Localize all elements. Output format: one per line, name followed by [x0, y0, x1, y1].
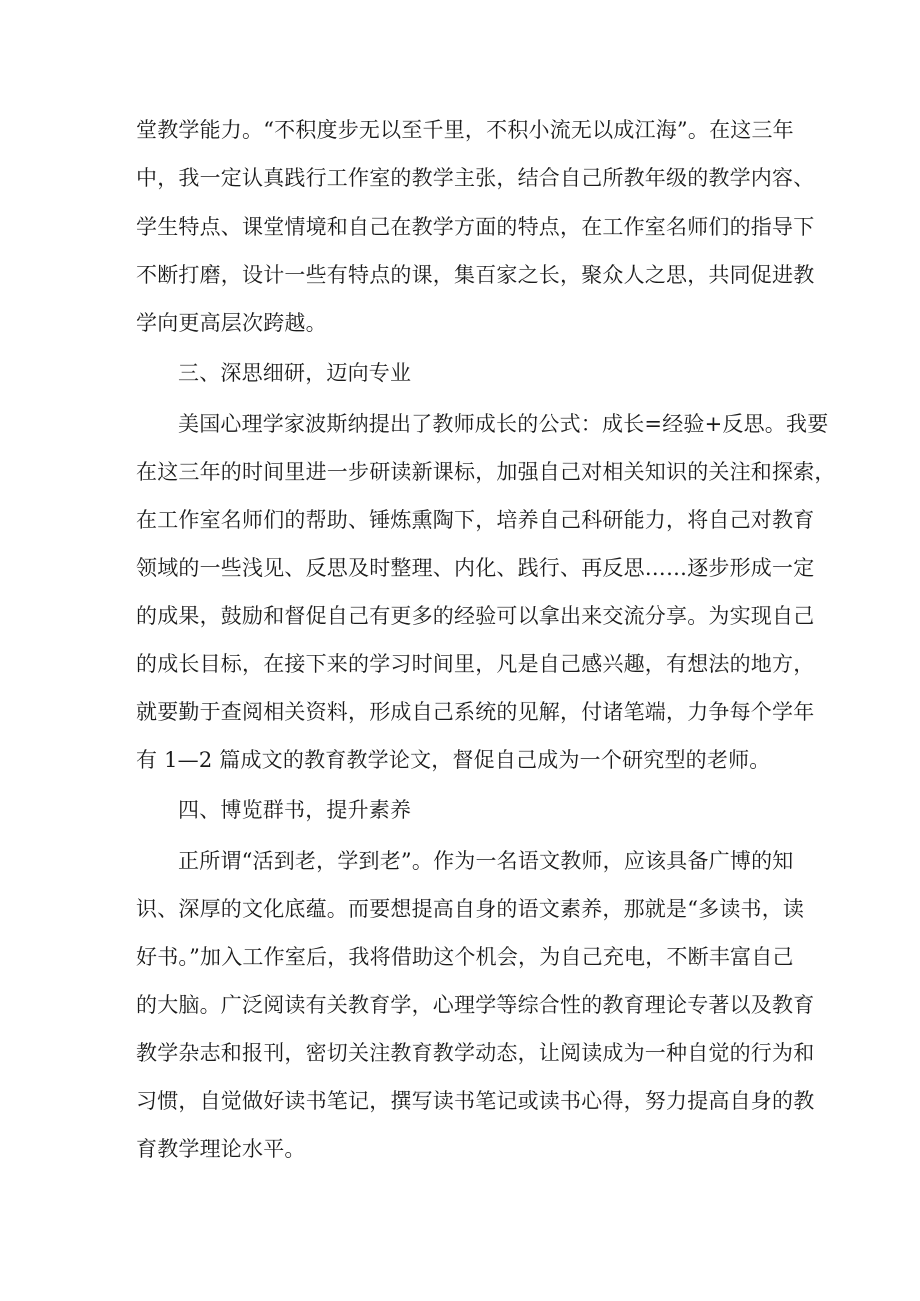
- paragraph-line: 领域的一些浅见、反思及时整理、内化、践行、再反思……逐步形成一定: [136, 556, 815, 580]
- paragraph-line: 育教学理论水平。: [136, 1137, 306, 1161]
- section-heading-3: 三、深思细研，迈向专业: [178, 361, 412, 385]
- paragraph-line: 的大脑。广泛阅读有关教育学，心理学等综合性的教育理论专著以及教育: [136, 993, 815, 1017]
- paragraph-line: 学生特点、课堂情境和自己在教学方面的特点，在工作室名师们的指导下: [136, 215, 815, 239]
- paragraph-line: 堂教学能力。“不积度步无以至千里，不积小流无以成江海”。在这三年: [136, 118, 794, 142]
- paragraph-line: 的成果，鼓励和督促自己有更多的经验可以拿出来交流分享。为实现自己: [136, 604, 815, 628]
- paragraph-line: 就要勤于查阅相关资料，形成自己系统的见解，付诸笔端，力争每个学年: [136, 700, 815, 724]
- paragraph-line: 好书。”加入工作室后，我将借助这个机会，为自己充电，不断丰富自己: [136, 945, 794, 969]
- paragraph-line: 美国心理学家波斯纳提出了教师成长的公式：成长=经验+反思。我要: [178, 412, 829, 436]
- paragraph-line: 有 1—2 篇成文的教育教学论文，督促自己成为一个研究型的老师。: [136, 748, 771, 772]
- paragraph-line: 在这三年的时间里进一步研读新课标，加强自己对相关知识的关注和探索，: [136, 460, 836, 484]
- paragraph-line: 在工作室名师们的帮助、锤炼熏陶下，培养自己科研能力，将自己对教育: [136, 508, 815, 532]
- paragraph-line: 不断打磨，设计一些有特点的课，集百家之长，聚众人之思，共同促进教: [136, 263, 815, 287]
- paragraph-line: 学向更高层次跨越。: [136, 311, 327, 335]
- paragraph-line: 习惯，自觉做好读书笔记，撰写读书笔记或读书心得，努力提高自身的教: [136, 1089, 815, 1113]
- paragraph-line: 正所谓“活到老，学到老”。作为一名语文教师，应该具备广博的知: [178, 849, 794, 873]
- paragraph-line: 中，我一定认真践行工作室的教学主张，结合自己所教年级的教学内容、: [136, 166, 815, 190]
- paragraph-line: 的成长目标，在接下来的学习时间里，凡是自己感兴趣，有想法的地方，: [136, 652, 815, 676]
- section-heading-4: 四、博览群书，提升素养: [178, 798, 412, 822]
- paragraph-line: 识、深厚的文化底蕴。而要想提高自身的语文素养，那就是“多读书，读: [136, 897, 805, 921]
- paragraph-line: 教学杂志和报刊，密切关注教育教学动态，让阅读成为一种自觉的行为和: [136, 1041, 815, 1065]
